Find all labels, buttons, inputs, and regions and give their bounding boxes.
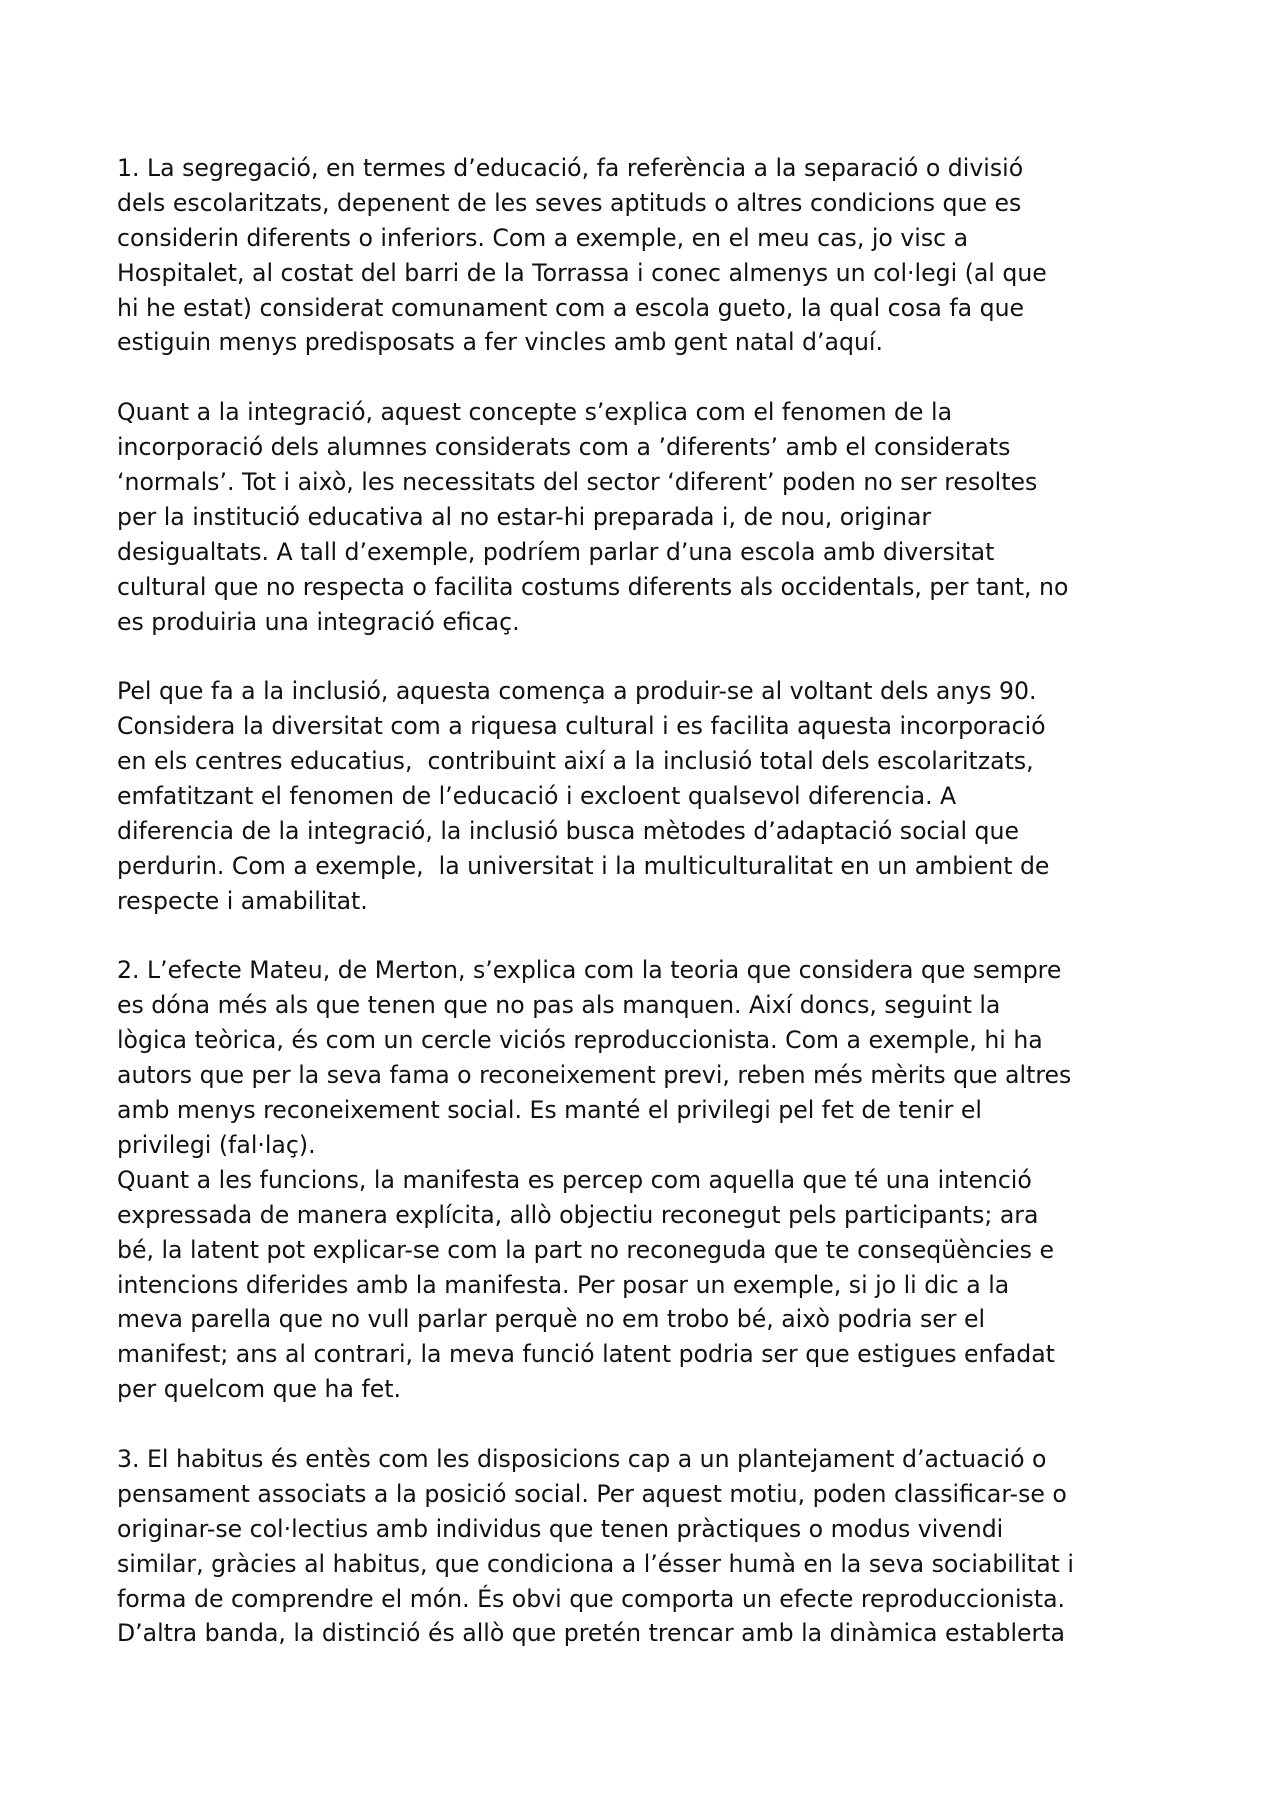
paragraph-spacer <box>117 1407 1177 1442</box>
text-line: autors que per la seva fama o reconeixement previ, reben més mèrits que altres <box>117 1061 1072 1090</box>
text-line: dels escolaritzats, depenent de les seves aptituds o altres condicions que es <box>117 188 1022 217</box>
paragraph-spacer <box>117 919 1177 954</box>
paragraph-habitus <box>117 1442 1177 1651</box>
text-line: expressada de manera explícita, allò objectiu reconegut pels participants; ara <box>117 1200 1039 1229</box>
paragraph-segregacio <box>117 151 1177 360</box>
text-line: incorporació dels alumnes considerats com a ’diferents’ amb el considerats <box>117 433 1011 462</box>
text-line: 3. El habitus és entès com les disposicions cap a un plantejament d’actuació o <box>117 1444 1047 1473</box>
text-line: desigualtats. A tall d’exemple, podríem parlar d’una escola amb diversitat <box>117 537 995 566</box>
text-line: manifest; ans al contrari, la meva funció latent podria ser que estigues enfadat <box>117 1340 1055 1369</box>
text-line: intencions diferides amb la manifesta. Per posar un exemple, si jo li dic a la <box>117 1270 1010 1299</box>
text-line: meva parella que no vull parlar perquè no em trobo bé, això podria ser el <box>117 1305 986 1334</box>
text-line: estiguin menys predisposats a fer vincles amb gent natal d’aquí. <box>117 328 883 357</box>
text-line: perdurin. Com a exemple, la universitat i la multiculturalitat en un ambient de <box>117 851 1050 880</box>
text-line: amb menys reconeixement social. Es manté el privilegi pel fet de tenir el <box>117 1096 982 1125</box>
paragraph-spacer <box>117 639 1177 674</box>
text-line: considerin diferents o inferiors. Com a exemple, en el meu cas, jo visc a <box>117 223 969 252</box>
document-body <box>117 151 1177 1651</box>
text-line: similar, gràcies al habitus, que condiciona a l’ésser humà en la seva sociabilitat i <box>117 1549 1074 1578</box>
text-line: per quelcom que ha fet. <box>117 1375 402 1404</box>
text-line: per la institució educativa al no estar-hi preparada i, de nou, originar <box>117 502 932 531</box>
text-line: ‘normals’. Tot i això, les necessitats del sector ‘diferent’ poden no ser resoltes <box>117 468 1038 497</box>
text-line: 1. La segregació, en termes d’educació, fa referència a la separació o divisió <box>117 154 1024 182</box>
text-line: pensament associats a la posició social. Per aquest motiu, poden classificar-se o <box>117 1479 1067 1508</box>
text-line: lògica teòrica, és com un cercle viciós reproduccionista. Com a exemple, hi ha <box>117 1026 1043 1055</box>
text-line: forma de comprendre el món. És obvi que comporta un efecte reproduccionista. <box>117 1584 1066 1613</box>
text-line: respecte i amabilitat. <box>117 886 368 915</box>
paragraph-integracio <box>117 395 1177 639</box>
text-line: Quant a les funcions, la manifesta es percep com aquella que té una intenció <box>117 1165 1032 1194</box>
text-line: Hospitalet, al costat del barri de la Torrassa i conec almenys un col·legi (al que <box>117 258 1047 287</box>
paragraph-efecte-mateu <box>117 953 1177 1407</box>
text-line: Considera la diversitat com a riquesa cultural i es facilita aquesta incorporació <box>117 712 1046 741</box>
paragraph-spacer <box>117 360 1177 395</box>
text-line: bé, la latent pot explicar-se com la part no reconeguda que te conseqüències e <box>117 1235 1054 1264</box>
text-line: Quant a la integració, aquest concepte s’explica com el fenomen de la <box>117 398 953 427</box>
text-line: originar-se col·lectius amb individus que tenen pràctiques o modus vivendi <box>117 1514 1004 1543</box>
text-line: es dóna més als que tenen que no pas als manquen. Així doncs, seguint la <box>117 991 1001 1020</box>
text-line: emfatitzant el fenomen de l’educació i excloent qualsevol diferencia. A <box>117 782 957 811</box>
text-line: en els centres educatius, contribuint així a la inclusió total dels escolaritzats, <box>117 747 1034 776</box>
text-line: D’altra banda, la distinció és allò que pretén trencar amb la dinàmica establerta <box>117 1619 1065 1648</box>
text-line: diferencia de la integració, la inclusió busca mètodes d’adaptació social que <box>117 816 1019 845</box>
paragraph-inclusio <box>117 674 1177 918</box>
text-line: cultural que no respecta o facilita costums diferents als occidentals, per tant, no <box>117 572 1069 601</box>
text-line: privilegi (fal·laç). <box>117 1130 316 1159</box>
text-line: 2. L’efecte Mateu, de Merton, s’explica com la teoria que considera que sempre <box>117 956 1062 985</box>
text-line: hi he estat) considerat comunament com a escola gueto, la qual cosa fa que <box>117 293 1025 322</box>
text-line: es produiria una integració eficaç. <box>117 607 520 636</box>
text-line: Pel que fa a la inclusió, aquesta comença a produir-se al voltant dels anys 90. <box>117 677 1037 706</box>
